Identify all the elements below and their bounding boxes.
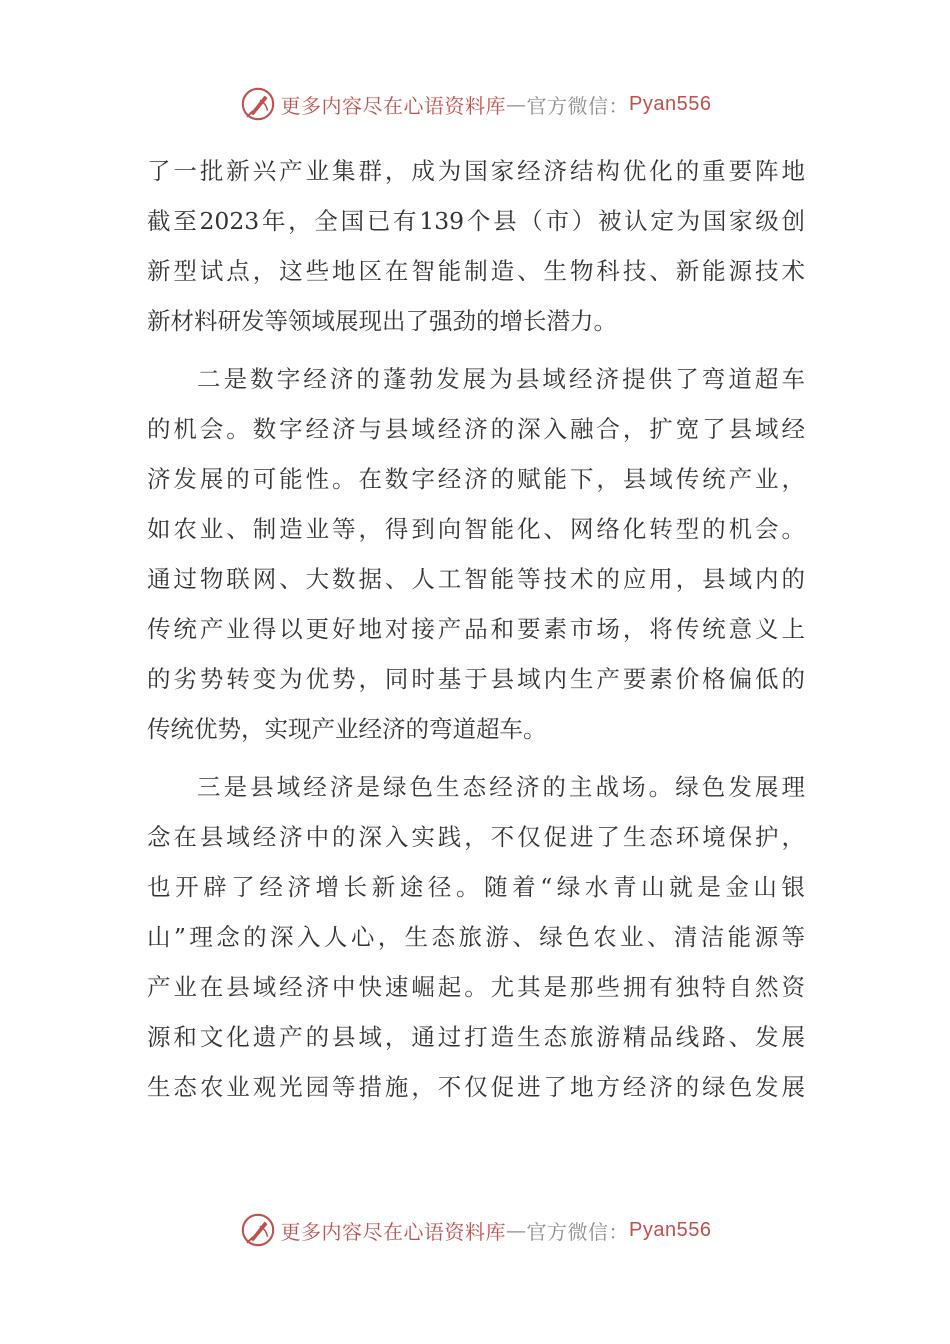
footer-banner <box>0 1208 950 1252</box>
paragraph-2 <box>147 354 805 754</box>
text-line: 如农业、制造业等，得到向智能化、网络化转型的机会。 <box>147 515 805 543</box>
banner-brand-text: 更多内容尽在心语资料库 <box>280 93 507 118</box>
paragraph-1 <box>147 146 805 346</box>
text-line: 济发展的可能性。在数字经济的赋能下，县域传统产业， <box>147 465 805 493</box>
text-line: 的劣势转变为优势，同时基于县域内生产要素价格偏低的 <box>147 665 805 693</box>
document-body <box>147 146 805 1112</box>
banner-wechat-label: 官方微信： <box>526 93 630 118</box>
header-banner <box>0 82 950 126</box>
quill-pen-logo-icon <box>239 1211 277 1249</box>
text-line: 传统优势，实现产业经济的弯道超车。 <box>147 715 547 743</box>
text-line: 源和文化遗产的县域，通过打造生态旅游精品线路、发展 <box>147 1023 805 1051</box>
text-line: 念在县域经济中的深入实践，不仅促进了生态环境保护， <box>147 823 805 851</box>
banner-wechat-id: Pyan556 <box>629 1218 712 1241</box>
banner-wechat-id: Pyan556 <box>629 92 712 115</box>
text-line: 二是数字经济的蓬勃发展为县域经济提供了弯道超车 <box>197 365 805 393</box>
text-line: 新材料研发等领域展现出了强劲的增长潜力。 <box>147 307 617 335</box>
banner-brand-text: 更多内容尽在心语资料库 <box>280 1219 507 1244</box>
banner-wechat-label: 官方微信： <box>526 1219 630 1244</box>
text-line: 了一批新兴产业集群，成为国家经济结构优化的重要阵地 <box>147 157 805 185</box>
text-line: 产业在县域经济中快速崛起。尤其是那些拥有独特自然资 <box>147 973 805 1001</box>
text-line: 截至2023年，全国已有139个县（市）被认定为国家级创 <box>147 207 805 235</box>
text-line: 的机会。数字经济与县域经济的深入融合，扩宽了县域经 <box>147 415 805 443</box>
paragraph-3 <box>147 762 805 1112</box>
text-line: 三是县域经济是绿色生态经济的主战场。绿色发展理 <box>197 773 805 801</box>
text-line: 生态农业观光园等措施，不仅促进了地方经济的绿色发展 <box>147 1073 805 1101</box>
text-line: 也开辟了经济增长新途径。随着“绿水青山就是金山银 <box>147 873 805 901</box>
banner-dash: — <box>506 1218 527 1242</box>
quill-pen-logo-icon <box>239 85 277 123</box>
text-line: 通过物联网、大数据、人工智能等技术的应用，县域内的 <box>147 565 805 593</box>
text-line: 山”理念的深入人心，生态旅游、绿色农业、清洁能源等 <box>147 923 805 951</box>
text-line: 新型试点，这些地区在智能制造、生物科技、新能源技术 <box>147 257 805 285</box>
text-line: 传统产业得以更好地对接产品和要素市场，将传统意义上 <box>147 615 805 643</box>
banner-dash: — <box>506 92 527 116</box>
